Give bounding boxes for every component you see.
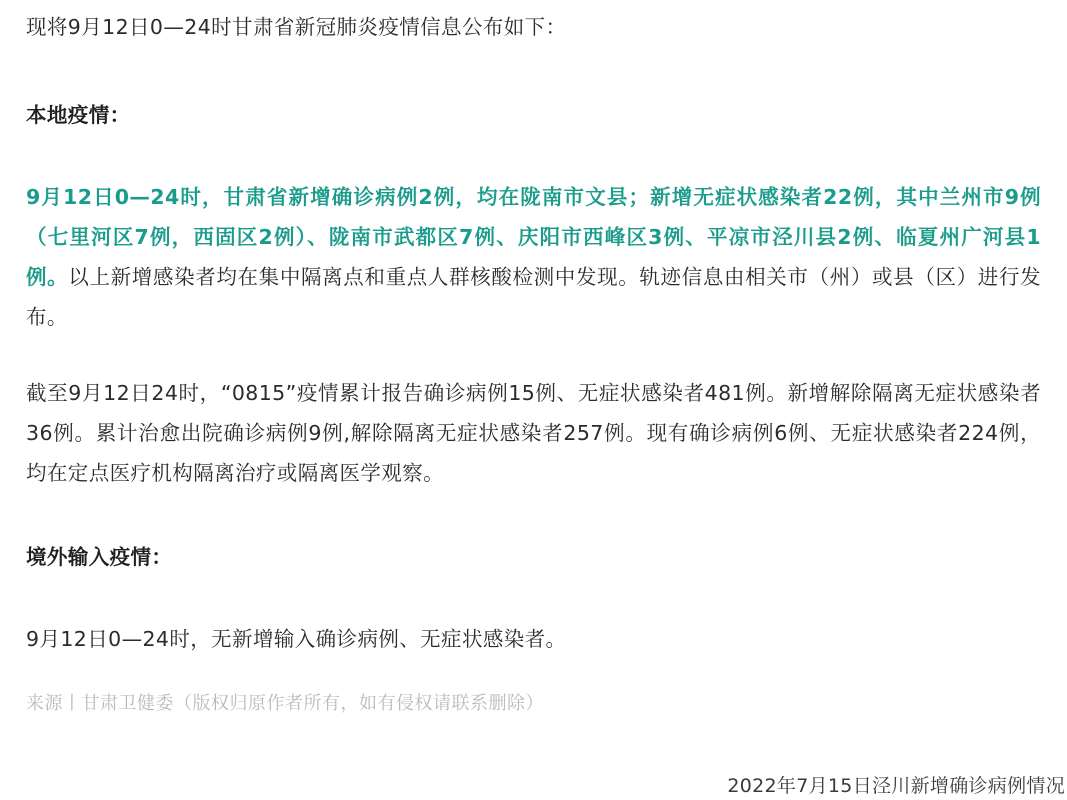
- section-heading-local: 本地疫情：: [26, 102, 131, 127]
- highlight-text: 9月12日0—24时，甘肃省新增确诊病例2例，均在陇南市文县；新增无症状感染者22例，其中兰州市9例（七里河区7例，西固区2例）、陇南市武都区7例、庆阳市西峰区3例、平凉市泾川县2例、临夏州广河县1例。: [26, 184, 1041, 289]
- statistics-paragraph: 截至9月12日24时，“0815”疫情累计报告确诊病例15例、无症状感染者481例。新增解除隔离无症状感染者36例。累计治愈出院确诊病例9例,解除隔离无症状感染者257例。现有确诊病例6例、无症状感染者224例，均在定点医疗机构隔离治疗或隔离医学观察。: [26, 380, 1041, 485]
- imported-paragraph: 9月12日0—24时，无新增输入确诊病例、无症状感染者。: [26, 626, 567, 651]
- highlight-remainder: 以上新增感染者均在集中隔离点和重点人群核酸检测中发现。轨迹信息由相关市（州）或县（区）进行发布。: [26, 264, 1041, 329]
- image-caption: 2022年7月15日泾川新增确诊病例情况: [727, 775, 1065, 797]
- section-heading-imported: 境外输入疫情：: [26, 544, 173, 569]
- lead-paragraph: 现将9月12日0—24时甘肃省新冠肺炎疫情信息公布如下：: [26, 15, 567, 39]
- source-attribution: 来源丨甘肃卫健委（版权归原作者所有，如有侵权请联系删除）: [26, 692, 544, 714]
- caption-bar: [0, 766, 1067, 800]
- highlight-paragraph: [26, 178, 1041, 338]
